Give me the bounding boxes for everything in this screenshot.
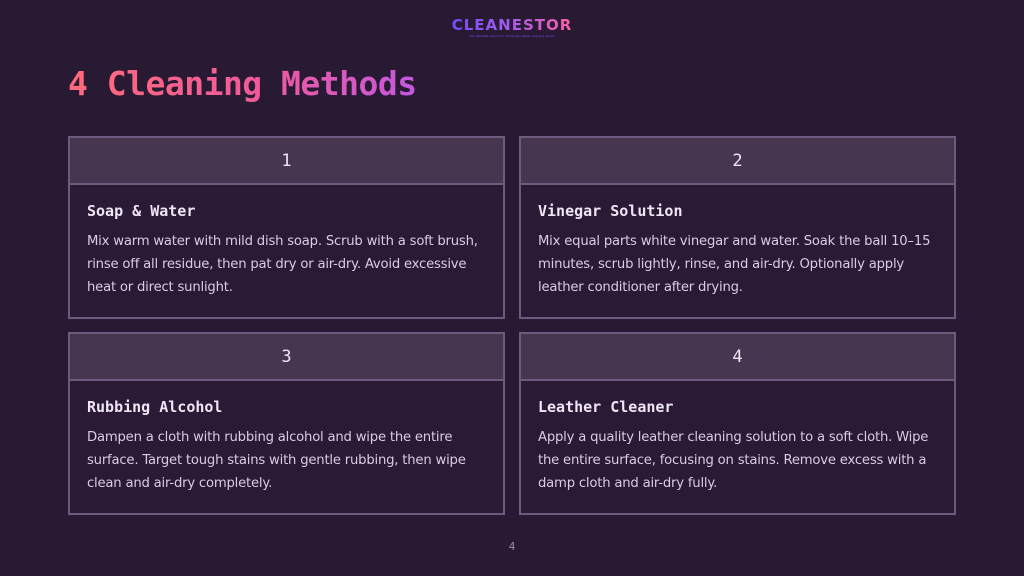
card-body bbox=[521, 185, 954, 299]
card-description: Mix warm water with mild dish soap. Scrub with a soft brush, rinse off all residue, then pat dry or air-dry. Avoid excessive heat or direct sunlight. bbox=[87, 234, 478, 295]
card-description: Mix equal parts white vinegar and water. Soak the ball 10–15 minutes, scrub lightly, rinse, and air-dry. Optionally apply leather conditioner after drying. bbox=[538, 234, 931, 295]
card-number: 3 bbox=[70, 334, 503, 381]
logo-wordmark: CLEANESTOR bbox=[451, 16, 573, 34]
card-description: Dampen a cloth with rubbing alcohol and wipe the entire surface. Target tough stains with gentle rubbing, then wipe clean and air-dry completely. bbox=[87, 430, 466, 491]
method-card-1 bbox=[68, 136, 505, 319]
card-description: Apply a quality leather cleaning solution to a soft cloth. Wipe the entire surface, focusing on stains. Remove excess with a damp cloth and air-dry fully. bbox=[538, 430, 929, 491]
card-number: 4 bbox=[521, 334, 954, 381]
method-card-2 bbox=[519, 136, 956, 319]
card-heading: Rubbing Alcohol bbox=[87, 398, 223, 416]
page-number: 4 bbox=[508, 540, 516, 553]
card-heading: Vinegar Solution bbox=[538, 202, 683, 220]
logo-tagline: The ultimate source for all the tips about cleaning advice bbox=[469, 34, 555, 38]
card-heading: Leather Cleaner bbox=[538, 398, 674, 416]
method-card-3 bbox=[68, 332, 505, 515]
card-number: 2 bbox=[521, 138, 954, 185]
method-card-4 bbox=[519, 332, 956, 515]
card-number: 1 bbox=[70, 138, 503, 185]
page-title: 4 Cleaning Methods bbox=[68, 64, 417, 103]
brand-logo bbox=[0, 15, 1024, 39]
card-heading: Soap & Water bbox=[87, 202, 196, 220]
card-body bbox=[521, 381, 954, 495]
card-body bbox=[70, 185, 503, 299]
card-body bbox=[70, 381, 503, 495]
